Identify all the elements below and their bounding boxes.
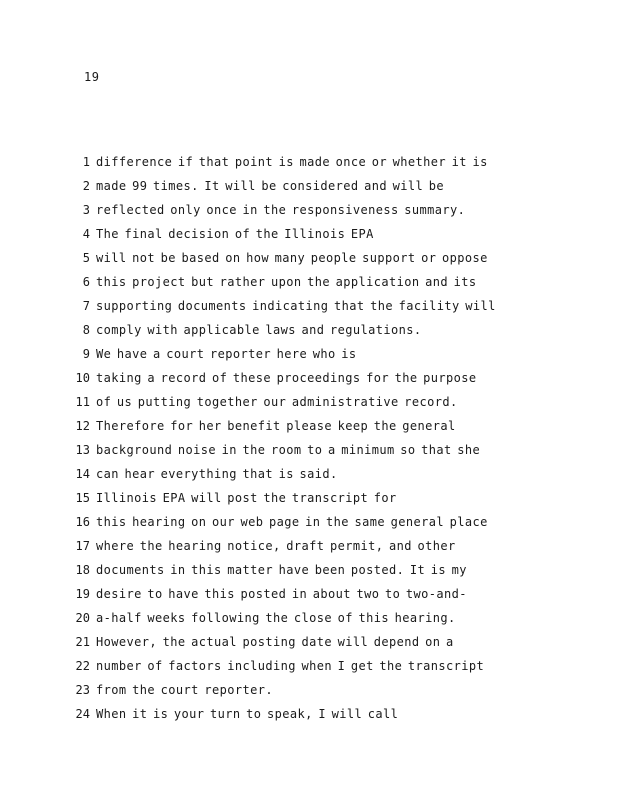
line-text: background noise in the room to a minimum so that she [96,443,481,457]
transcript-line [0,390,618,414]
transcript-line [0,414,618,438]
line-number: 12 [75,419,90,433]
line-text: where the hearing notice, draft permit, and other [96,539,456,553]
line-number: 8 [82,323,90,337]
line-number: 2 [82,179,90,193]
line-text: When it is your turn to speak, I will call [96,707,399,721]
line-text: of us putting together our administrative record. [96,395,458,409]
line-text: The final decision of the Illinois EPA [96,227,374,241]
transcript-line [0,174,618,198]
line-number: 21 [75,635,90,649]
transcript-line [0,582,618,606]
transcript-line [0,486,618,510]
line-number: 17 [75,539,90,553]
transcript-line [0,318,618,342]
line-text: desire to have this posted in about two to two-and- [96,587,467,601]
transcript-line [0,294,618,318]
line-number: 4 [82,227,90,241]
transcript-line [0,678,618,702]
transcript-line [0,342,618,366]
line-number: 1 [82,155,90,169]
line-number: 9 [82,347,90,361]
line-number: 6 [82,275,90,289]
line-text: Illinois EPA will post the transcript for [96,491,397,505]
line-text: will not be based on how many people support or oppose [96,251,488,265]
transcript-line [0,534,618,558]
transcript-line [0,366,618,390]
line-text: comply with applicable laws and regulations. [96,323,422,337]
line-text: documents in this matter have been posted. It is my [96,563,467,577]
line-text: taking a record of these proceedings for the purpose [96,371,477,385]
transcript-line [0,654,618,678]
line-text: We have a court reporter here who is [96,347,357,361]
transcript-line [0,222,618,246]
line-number: 24 [75,707,90,721]
transcript-line [0,510,618,534]
transcript-line [0,246,618,270]
line-text: Therefore for her benefit please keep the general [96,419,456,433]
line-number: 13 [75,443,90,457]
transcript-line [0,270,618,294]
line-number: 14 [75,467,90,481]
transcript-line [0,150,618,174]
line-number: 7 [82,299,90,313]
transcript-line [0,198,618,222]
line-text: difference if that point is made once or whether it is [96,155,488,169]
line-number: 22 [75,659,90,673]
transcript-body [0,150,618,726]
line-text: this project but rather upon the application and its [96,275,477,289]
transcript-line [0,606,618,630]
transcript-line [0,630,618,654]
line-number: 5 [82,251,90,265]
line-number: 3 [82,203,90,217]
line-number: 18 [75,563,90,577]
line-number: 11 [75,395,90,409]
line-text: made 99 times. It will be considered and will be [96,179,444,193]
line-number: 20 [75,611,90,625]
transcript-line [0,702,618,726]
line-text: from the court reporter. [96,683,273,697]
line-text: supporting documents indicating that the facility will [96,299,496,313]
line-text: number of factors including when I get the transcript [96,659,485,673]
line-number: 15 [75,491,90,505]
line-text: However, the actual posting date will depend on a [96,635,454,649]
line-number: 10 [75,371,90,385]
page-number: 19 [84,70,100,84]
transcript-line [0,462,618,486]
transcript-line [0,438,618,462]
line-text: a-half weeks following the close of this hearing. [96,611,456,625]
line-number: 23 [75,683,90,697]
line-number: 19 [75,587,90,601]
line-text: this hearing on our web page in the same general place [96,515,488,529]
line-text: reflected only once in the responsiveness summary. [96,203,466,217]
line-text: can hear everything that is said. [96,467,338,481]
transcript-line [0,558,618,582]
line-number: 16 [75,515,90,529]
